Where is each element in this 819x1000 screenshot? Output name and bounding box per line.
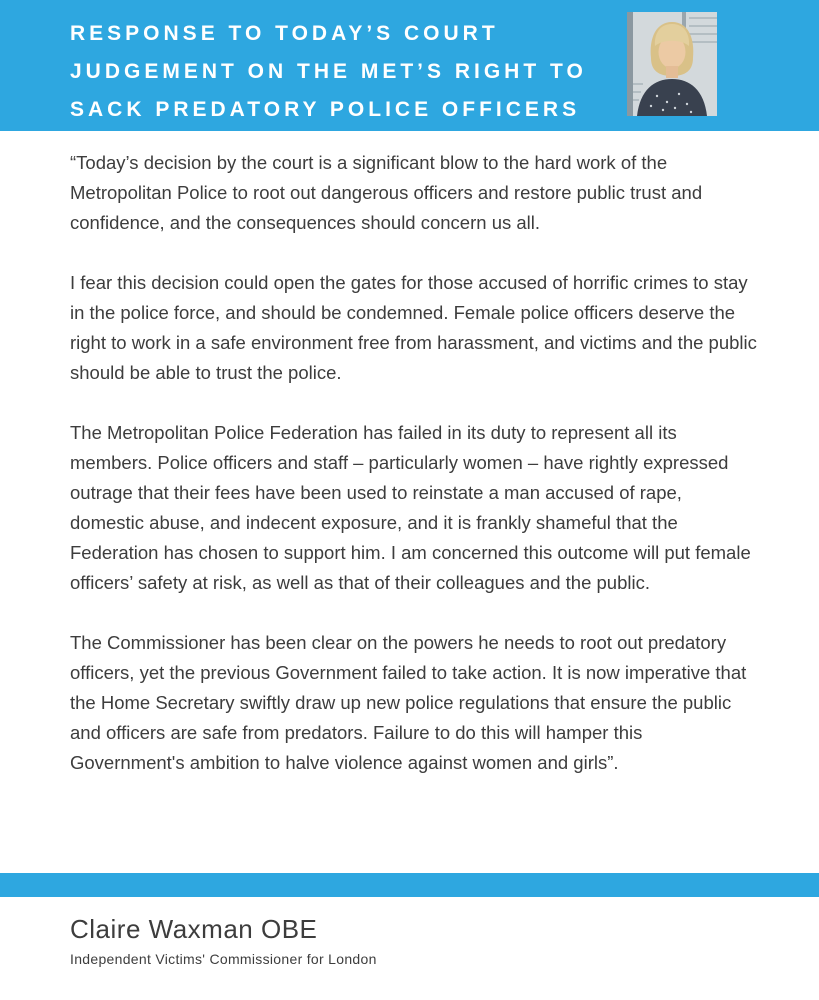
paragraph-3: The Metropolitan Police Federation has failed in its duty to represent all its members. Police officers and staff – particularly women – have rightly expressed outrage that their fees have been used to reinstate a man accused of rape, domestic abuse, and indecent exposure, and it is frankly shameful that the Federation has chosen to support him. I am concerned this outcome will put female officers’ safety at risk, as well as that of their colleagues and the public. [70, 422, 751, 593]
title-line-1: RESPONSE TO TODAY’S COURT [70, 22, 499, 45]
portrait-photo [627, 12, 717, 116]
statement-body [70, 148, 760, 808]
signature-name: Claire Waxman OBE [70, 914, 318, 944]
signature-block [70, 912, 749, 967]
portrait-illustration [627, 12, 717, 116]
title-line-2: JUDGEMENT ON THE MET’S RIGHT TO [70, 60, 587, 83]
paragraph-4: The Commissioner has been clear on the powers he needs to root out predatory officers, yet the previous Government failed to take action. It is now imperative that the Home Secretary swiftly draw up new police regulations that ensure the public and officers are safe from predators. Failure to do this will hamper this Government's ambition to halve violence against women and girls”. [70, 632, 747, 773]
page-title [70, 15, 610, 129]
title-line-3: SACK PREDATORY POLICE OFFICERS [70, 98, 581, 121]
paragraph-2: I fear this decision could open the gates for those accused of horrific crimes to stay in the police force, and should be condemned. Female police officers deserve the right to work in a safe environment free from harassment, and victims and the public should be able to trust the police. [70, 272, 757, 383]
divider-bar [0, 873, 819, 897]
header-banner [0, 0, 819, 131]
paragraph-1: “Today’s decision by the court is a significant blow to the hard work of the Metropolitan Police to root out dangerous officers and restore public trust and confidence, and the consequences should concern us all. [70, 152, 703, 233]
signature-role: Independent Victims' Commissioner for London [70, 951, 377, 967]
